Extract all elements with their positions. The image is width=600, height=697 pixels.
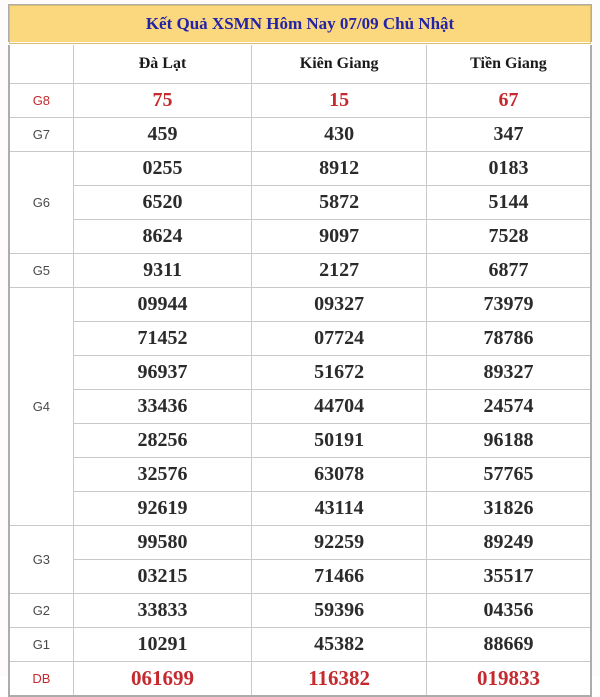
prize-value: 63078 xyxy=(252,458,427,492)
table-row xyxy=(9,356,591,390)
table-row xyxy=(9,288,591,322)
prize-value: 019833 xyxy=(426,662,591,697)
table-row xyxy=(9,662,591,697)
prize-value: 15 xyxy=(252,84,427,118)
prize-label-g6: G6 xyxy=(9,152,73,254)
column-header-da-lat: Đà Lạt xyxy=(73,44,252,84)
prize-value: 32576 xyxy=(73,458,252,492)
prize-value: 8912 xyxy=(252,152,427,186)
prize-value: 73979 xyxy=(426,288,591,322)
prize-value: 67 xyxy=(426,84,591,118)
table-row xyxy=(9,594,591,628)
prize-label-g7: G7 xyxy=(9,118,73,152)
prize-value: 459 xyxy=(73,118,252,152)
prize-value: 96937 xyxy=(73,356,252,390)
table-row xyxy=(9,458,591,492)
prize-column-header xyxy=(9,44,73,84)
prize-value: 116382 xyxy=(252,662,427,697)
prize-value: 59396 xyxy=(252,594,427,628)
prize-value: 51672 xyxy=(252,356,427,390)
lottery-results-table xyxy=(8,4,592,697)
prize-label-g4: G4 xyxy=(9,288,73,526)
table-row xyxy=(9,390,591,424)
prize-value: 45382 xyxy=(252,628,427,662)
prize-label-g2: G2 xyxy=(9,594,73,628)
prize-value: 99580 xyxy=(73,526,252,560)
prize-value: 04356 xyxy=(426,594,591,628)
prize-value: 6520 xyxy=(73,186,252,220)
table-row xyxy=(9,526,591,560)
prize-value: 8624 xyxy=(73,220,252,254)
prize-value: 2127 xyxy=(252,254,427,288)
prize-value: 89327 xyxy=(426,356,591,390)
prize-value: 6877 xyxy=(426,254,591,288)
prize-value: 71466 xyxy=(252,560,427,594)
prize-value: 10291 xyxy=(73,628,252,662)
prize-value: 43114 xyxy=(252,492,427,526)
prize-value: 347 xyxy=(426,118,591,152)
prize-value: 35517 xyxy=(426,560,591,594)
table-row xyxy=(9,254,591,288)
column-header-kien-giang: Kiên Giang xyxy=(252,44,427,84)
prize-label-g8: G8 xyxy=(9,84,73,118)
prize-value: 03215 xyxy=(73,560,252,594)
prize-value: 57765 xyxy=(426,458,591,492)
prize-value: 31826 xyxy=(426,492,591,526)
table-row xyxy=(9,84,591,118)
prize-value: 430 xyxy=(252,118,427,152)
prize-label-g5: G5 xyxy=(9,254,73,288)
title-row xyxy=(9,5,591,44)
prize-value: 09944 xyxy=(73,288,252,322)
prize-value: 44704 xyxy=(252,390,427,424)
prize-value: 88669 xyxy=(426,628,591,662)
table-row xyxy=(9,628,591,662)
prize-value: 92259 xyxy=(252,526,427,560)
prize-value: 50191 xyxy=(252,424,427,458)
prize-value: 9311 xyxy=(73,254,252,288)
table-row xyxy=(9,186,591,220)
results-body xyxy=(9,84,591,697)
prize-value: 28256 xyxy=(73,424,252,458)
prize-value: 71452 xyxy=(73,322,252,356)
prize-value: 24574 xyxy=(426,390,591,424)
prize-value: 96188 xyxy=(426,424,591,458)
prize-value: 89249 xyxy=(426,526,591,560)
table-row xyxy=(9,322,591,356)
prize-value: 5144 xyxy=(426,186,591,220)
prize-value: 92619 xyxy=(73,492,252,526)
column-header-tien-giang: Tiền Giang xyxy=(426,44,591,84)
table-row xyxy=(9,220,591,254)
prize-label-g1: G1 xyxy=(9,628,73,662)
prize-value: 09327 xyxy=(252,288,427,322)
prize-value: 75 xyxy=(73,84,252,118)
column-header-row xyxy=(9,44,591,84)
prize-label-g3: G3 xyxy=(9,526,73,594)
prize-value: 5872 xyxy=(252,186,427,220)
prize-value: 9097 xyxy=(252,220,427,254)
prize-value: 07724 xyxy=(252,322,427,356)
table-row xyxy=(9,492,591,526)
table-row xyxy=(9,424,591,458)
table-row xyxy=(9,152,591,186)
prize-label-db: DB xyxy=(9,662,73,697)
page-title: Kết Quả XSMN Hôm Nay 07/09 Chủ Nhật xyxy=(9,5,591,44)
table-row xyxy=(9,118,591,152)
prize-value: 33436 xyxy=(73,390,252,424)
prize-value: 0255 xyxy=(73,152,252,186)
table-row xyxy=(9,560,591,594)
prize-value: 061699 xyxy=(73,662,252,697)
prize-value: 7528 xyxy=(426,220,591,254)
prize-value: 33833 xyxy=(73,594,252,628)
prize-value: 78786 xyxy=(426,322,591,356)
prize-value: 0183 xyxy=(426,152,591,186)
